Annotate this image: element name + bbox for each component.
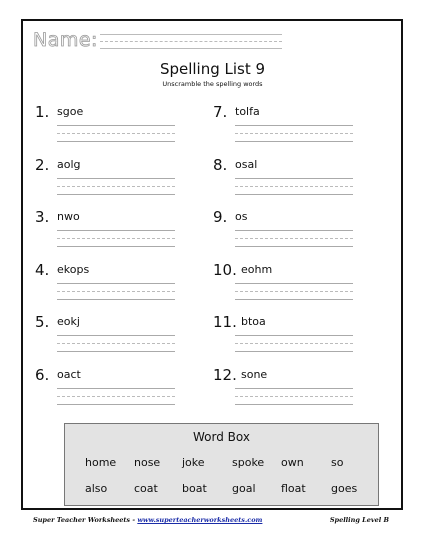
spelling-item xyxy=(35,261,195,301)
word-box-word: goes xyxy=(331,482,358,495)
answer-line-mid xyxy=(235,186,353,187)
answer-line-bottom xyxy=(57,141,175,142)
word-box-word: so xyxy=(331,456,344,469)
word-box-word: coat xyxy=(134,482,158,495)
scrambled-word: nwo xyxy=(57,210,80,223)
answer-line-mid xyxy=(235,291,353,292)
answer-lines[interactable] xyxy=(57,283,175,300)
answer-line-mid xyxy=(57,396,175,397)
scrambled-word: ekops xyxy=(57,262,90,276)
answer-line-top xyxy=(235,125,353,126)
answer-line-top xyxy=(57,283,175,284)
answer-line-bottom xyxy=(235,299,353,300)
answer-line-bottom xyxy=(57,299,175,300)
answer-lines[interactable] xyxy=(57,125,175,142)
scrambled-word: sone xyxy=(241,367,268,381)
page-subtitle: Unscramble the spelling words xyxy=(162,80,263,88)
item-number: 2. xyxy=(35,155,50,174)
answer-lines[interactable] xyxy=(57,335,175,352)
scrambled-word: tolfa xyxy=(235,105,260,118)
spelling-item xyxy=(213,103,373,143)
answer-lines[interactable] xyxy=(235,283,353,300)
scrambled-word: os xyxy=(235,210,248,223)
item-number: 4. xyxy=(35,260,50,279)
answer-line-mid xyxy=(57,343,175,344)
answer-line-mid xyxy=(235,343,353,344)
scrambled-word: aolg xyxy=(57,157,81,171)
footer-brand: Super Teacher Worksheets - xyxy=(33,516,138,524)
answer-line-mid xyxy=(57,133,175,134)
answer-lines[interactable] xyxy=(57,178,175,195)
footer-link[interactable]: www.superteacherworksheets.com xyxy=(137,516,263,524)
answer-line-bottom xyxy=(235,141,353,142)
word-box-title: Word Box xyxy=(193,430,250,444)
answer-line-mid xyxy=(235,238,353,239)
spelling-item xyxy=(213,208,373,248)
item-number: 5. xyxy=(35,313,50,331)
word-box-word: also xyxy=(85,482,108,495)
word-box-word: own xyxy=(281,456,304,469)
word-box-word: float xyxy=(281,482,306,495)
answer-line-top xyxy=(57,335,175,336)
answer-line-top xyxy=(57,178,175,179)
name-line-top xyxy=(100,34,282,35)
item-number: 6. xyxy=(35,365,50,384)
word-box-word: spoke xyxy=(232,456,265,469)
scrambled-word: btoa xyxy=(241,315,266,328)
answer-line-mid xyxy=(235,133,353,134)
answer-lines[interactable] xyxy=(235,230,353,247)
name-line-bottom xyxy=(100,48,282,49)
answer-line-bottom xyxy=(57,351,175,352)
spelling-item xyxy=(35,156,195,196)
scrambled-word: eokj xyxy=(57,315,80,328)
answer-line-top xyxy=(235,335,353,336)
answer-line-top xyxy=(235,178,353,179)
item-number: 1. xyxy=(35,103,50,121)
word-box-word: home xyxy=(85,456,117,469)
answer-lines[interactable] xyxy=(57,230,175,247)
answer-line-top xyxy=(57,230,175,231)
word-box xyxy=(64,423,379,506)
scrambled-word: oact xyxy=(57,367,81,381)
spelling-item xyxy=(35,103,195,143)
answer-line-mid xyxy=(57,186,175,187)
answer-line-top xyxy=(235,230,353,231)
spelling-item xyxy=(35,366,195,406)
scrambled-word: sgoe xyxy=(57,105,84,118)
answer-line-bottom xyxy=(235,404,353,405)
answer-lines[interactable] xyxy=(235,178,353,195)
item-number: 12. xyxy=(213,365,237,384)
item-number: 3. xyxy=(35,208,50,226)
spelling-item xyxy=(35,313,195,353)
answer-line-bottom xyxy=(57,246,175,247)
answer-line-top xyxy=(57,388,175,389)
footer-level: Spelling Level B xyxy=(329,516,389,524)
answer-line-mid xyxy=(235,396,353,397)
answer-line-top xyxy=(57,125,175,126)
item-number: 11. xyxy=(213,313,237,331)
answer-line-bottom xyxy=(235,351,353,352)
footer-left xyxy=(33,516,262,524)
answer-line-top xyxy=(235,283,353,284)
answer-lines[interactable] xyxy=(235,388,353,405)
word-box-word: boat xyxy=(182,482,207,495)
scrambled-word: osal xyxy=(235,157,258,171)
answer-line-top xyxy=(235,388,353,389)
name-line-mid xyxy=(100,41,282,42)
name-label: Name: xyxy=(33,29,98,51)
item-number: 9. xyxy=(213,208,228,226)
item-number: 10. xyxy=(213,260,237,279)
answer-line-mid xyxy=(57,291,175,292)
spelling-item xyxy=(35,208,195,248)
answer-lines[interactable] xyxy=(235,335,353,352)
word-box-word: joke xyxy=(182,456,205,469)
answer-lines[interactable] xyxy=(57,388,175,405)
scrambled-word: eohm xyxy=(241,262,273,276)
page-title: Spelling List 9 xyxy=(159,60,266,78)
word-box-word: nose xyxy=(134,456,161,469)
item-number: 7. xyxy=(213,103,228,121)
answer-line-bottom xyxy=(57,194,175,195)
spelling-item xyxy=(213,313,373,353)
answer-line-bottom xyxy=(57,404,175,405)
answer-line-bottom xyxy=(235,194,353,195)
spelling-item xyxy=(213,261,373,301)
answer-line-bottom xyxy=(235,246,353,247)
word-box-word: goal xyxy=(232,482,256,495)
answer-lines[interactable] xyxy=(235,125,353,142)
spelling-item xyxy=(213,156,373,196)
answer-line-mid xyxy=(57,238,175,239)
item-number: 8. xyxy=(213,155,228,174)
spelling-item xyxy=(213,366,373,406)
